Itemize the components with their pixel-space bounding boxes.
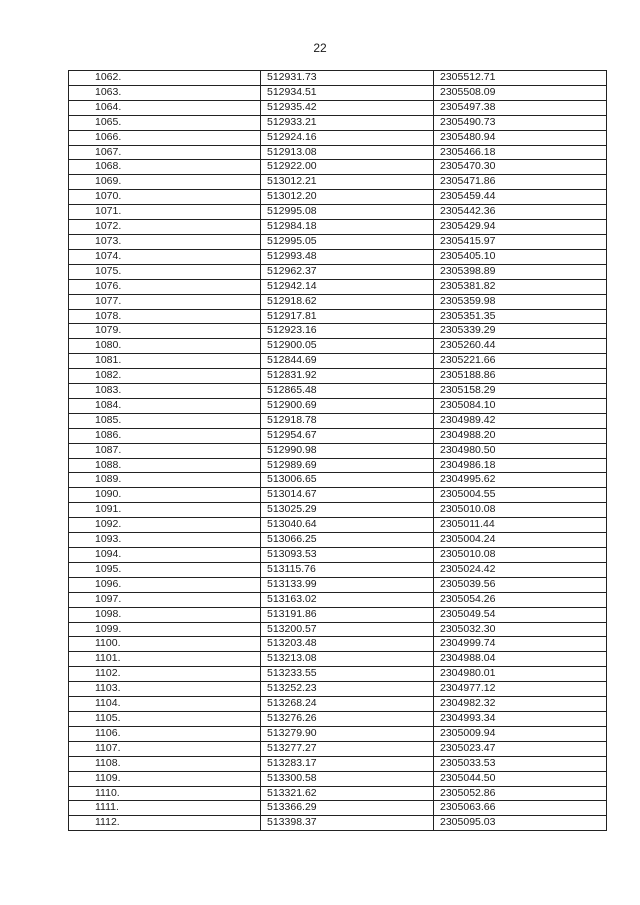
y-coordinate-cell: 2305010.08 <box>434 548 607 563</box>
table-row <box>69 786 607 801</box>
point-number-cell: 1111. <box>69 801 261 816</box>
point-number-cell: 1077. <box>69 294 261 309</box>
y-coordinate-cell: 2305351.35 <box>434 309 607 324</box>
table-row <box>69 711 607 726</box>
table-row <box>69 354 607 369</box>
x-coordinate-cell: 513252.23 <box>261 682 434 697</box>
y-coordinate-cell: 2305260.44 <box>434 339 607 354</box>
x-coordinate-cell: 512900.05 <box>261 339 434 354</box>
point-number-cell: 1101. <box>69 652 261 667</box>
x-coordinate-cell: 512984.18 <box>261 220 434 235</box>
x-coordinate-cell: 512962.37 <box>261 264 434 279</box>
y-coordinate-cell: 2305009.94 <box>434 726 607 741</box>
x-coordinate-cell: 513366.29 <box>261 801 434 816</box>
table-row <box>69 115 607 130</box>
point-number-cell: 1073. <box>69 234 261 249</box>
table-row <box>69 607 607 622</box>
x-coordinate-cell: 512934.51 <box>261 85 434 100</box>
point-number-cell: 1089. <box>69 473 261 488</box>
table-row <box>69 577 607 592</box>
point-number-cell: 1105. <box>69 711 261 726</box>
table-row <box>69 756 607 771</box>
x-coordinate-cell: 513321.62 <box>261 786 434 801</box>
y-coordinate-cell: 2304977.12 <box>434 682 607 697</box>
point-number-cell: 1099. <box>69 622 261 637</box>
point-number-cell: 1079. <box>69 324 261 339</box>
point-number-cell: 1097. <box>69 592 261 607</box>
x-coordinate-cell: 513200.57 <box>261 622 434 637</box>
point-number-cell: 1082. <box>69 369 261 384</box>
table-row <box>69 398 607 413</box>
y-coordinate-cell: 2305032.30 <box>434 622 607 637</box>
point-number-cell: 1090. <box>69 488 261 503</box>
table-row <box>69 801 607 816</box>
y-coordinate-cell: 2305429.94 <box>434 220 607 235</box>
table-row <box>69 741 607 756</box>
y-coordinate-cell: 2304986.18 <box>434 458 607 473</box>
table-row <box>69 503 607 518</box>
x-coordinate-cell: 513268.24 <box>261 697 434 712</box>
y-coordinate-cell: 2305004.24 <box>434 533 607 548</box>
y-coordinate-cell: 2305405.10 <box>434 249 607 264</box>
x-coordinate-cell: 512995.08 <box>261 205 434 220</box>
table-row <box>69 652 607 667</box>
point-number-cell: 1078. <box>69 309 261 324</box>
x-coordinate-cell: 512995.05 <box>261 234 434 249</box>
y-coordinate-cell: 2305004.55 <box>434 488 607 503</box>
point-number-cell: 1065. <box>69 115 261 130</box>
point-number-cell: 1091. <box>69 503 261 518</box>
point-number-cell: 1075. <box>69 264 261 279</box>
y-coordinate-cell: 2305049.54 <box>434 607 607 622</box>
y-coordinate-cell: 2304999.74 <box>434 637 607 652</box>
x-coordinate-cell: 512865.48 <box>261 384 434 399</box>
table-row <box>69 205 607 220</box>
x-coordinate-cell: 512922.00 <box>261 160 434 175</box>
y-coordinate-cell: 2305010.08 <box>434 503 607 518</box>
table-row <box>69 548 607 563</box>
table-row <box>69 71 607 86</box>
x-coordinate-cell: 512942.14 <box>261 279 434 294</box>
point-number-cell: 1070. <box>69 190 261 205</box>
coordinates-table <box>68 70 607 831</box>
point-number-cell: 1067. <box>69 145 261 160</box>
x-coordinate-cell: 512924.16 <box>261 130 434 145</box>
point-number-cell: 1062. <box>69 71 261 86</box>
y-coordinate-cell: 2305466.18 <box>434 145 607 160</box>
y-coordinate-cell: 2305471.86 <box>434 175 607 190</box>
x-coordinate-cell: 513191.86 <box>261 607 434 622</box>
x-coordinate-cell: 513012.20 <box>261 190 434 205</box>
table-row <box>69 637 607 652</box>
point-number-cell: 1072. <box>69 220 261 235</box>
point-number-cell: 1102. <box>69 667 261 682</box>
x-coordinate-cell: 513093.53 <box>261 548 434 563</box>
point-number-cell: 1080. <box>69 339 261 354</box>
table-row <box>69 726 607 741</box>
x-coordinate-cell: 512989.69 <box>261 458 434 473</box>
point-number-cell: 1104. <box>69 697 261 712</box>
y-coordinate-cell: 2304988.20 <box>434 428 607 443</box>
page-number: 22 <box>313 41 327 55</box>
point-number-cell: 1076. <box>69 279 261 294</box>
y-coordinate-cell: 2305339.29 <box>434 324 607 339</box>
table-row <box>69 488 607 503</box>
y-coordinate-cell: 2305512.71 <box>434 71 607 86</box>
y-coordinate-cell: 2304993.34 <box>434 711 607 726</box>
x-coordinate-cell: 513277.27 <box>261 741 434 756</box>
point-number-cell: 1100. <box>69 637 261 652</box>
y-coordinate-cell: 2305188.86 <box>434 369 607 384</box>
table-row <box>69 697 607 712</box>
x-coordinate-cell: 513066.25 <box>261 533 434 548</box>
coordinates-table-container <box>68 70 580 831</box>
point-number-cell: 1096. <box>69 577 261 592</box>
y-coordinate-cell: 2305033.53 <box>434 756 607 771</box>
y-coordinate-cell: 2305221.66 <box>434 354 607 369</box>
y-coordinate-cell: 2305095.03 <box>434 816 607 831</box>
table-row <box>69 622 607 637</box>
x-coordinate-cell: 513040.64 <box>261 518 434 533</box>
point-number-cell: 1064. <box>69 100 261 115</box>
y-coordinate-cell: 2305480.94 <box>434 130 607 145</box>
x-coordinate-cell: 512913.08 <box>261 145 434 160</box>
x-coordinate-cell: 512990.98 <box>261 443 434 458</box>
table-row <box>69 771 607 786</box>
y-coordinate-cell: 2305052.86 <box>434 786 607 801</box>
y-coordinate-cell: 2305024.42 <box>434 562 607 577</box>
x-coordinate-cell: 513398.37 <box>261 816 434 831</box>
y-coordinate-cell: 2304980.50 <box>434 443 607 458</box>
x-coordinate-cell: 513133.99 <box>261 577 434 592</box>
table-row <box>69 682 607 697</box>
table-row <box>69 384 607 399</box>
x-coordinate-cell: 513014.67 <box>261 488 434 503</box>
x-coordinate-cell: 512900.69 <box>261 398 434 413</box>
x-coordinate-cell: 513279.90 <box>261 726 434 741</box>
table-row <box>69 458 607 473</box>
y-coordinate-cell: 2305381.82 <box>434 279 607 294</box>
x-coordinate-cell: 513203.48 <box>261 637 434 652</box>
point-number-cell: 1074. <box>69 249 261 264</box>
x-coordinate-cell: 512933.21 <box>261 115 434 130</box>
y-coordinate-cell: 2305084.10 <box>434 398 607 413</box>
point-number-cell: 1071. <box>69 205 261 220</box>
point-number-cell: 1095. <box>69 562 261 577</box>
point-number-cell: 1066. <box>69 130 261 145</box>
table-row <box>69 220 607 235</box>
y-coordinate-cell: 2305063.66 <box>434 801 607 816</box>
table-row <box>69 324 607 339</box>
y-coordinate-cell: 2305497.38 <box>434 100 607 115</box>
y-coordinate-cell: 2305044.50 <box>434 771 607 786</box>
table-row <box>69 339 607 354</box>
point-number-cell: 1068. <box>69 160 261 175</box>
y-coordinate-cell: 2305415.97 <box>434 234 607 249</box>
y-coordinate-cell: 2305442.36 <box>434 205 607 220</box>
table-row <box>69 130 607 145</box>
table-row <box>69 85 607 100</box>
table-row <box>69 413 607 428</box>
table-row <box>69 816 607 831</box>
y-coordinate-cell: 2304982.32 <box>434 697 607 712</box>
point-number-cell: 1088. <box>69 458 261 473</box>
x-coordinate-cell: 513025.29 <box>261 503 434 518</box>
table-row <box>69 279 607 294</box>
x-coordinate-cell: 513006.65 <box>261 473 434 488</box>
y-coordinate-cell: 2305459.44 <box>434 190 607 205</box>
point-number-cell: 1087. <box>69 443 261 458</box>
table-row <box>69 473 607 488</box>
y-coordinate-cell: 2305359.98 <box>434 294 607 309</box>
table-row <box>69 160 607 175</box>
table-row <box>69 264 607 279</box>
y-coordinate-cell: 2305054.26 <box>434 592 607 607</box>
point-number-cell: 1063. <box>69 85 261 100</box>
y-coordinate-cell: 2305470.30 <box>434 160 607 175</box>
point-number-cell: 1094. <box>69 548 261 563</box>
y-coordinate-cell: 2305023.47 <box>434 741 607 756</box>
point-number-cell: 1081. <box>69 354 261 369</box>
y-coordinate-cell: 2305508.09 <box>434 85 607 100</box>
point-number-cell: 1108. <box>69 756 261 771</box>
point-number-cell: 1110. <box>69 786 261 801</box>
table-row <box>69 190 607 205</box>
table-row <box>69 309 607 324</box>
x-coordinate-cell: 513163.02 <box>261 592 434 607</box>
table-row <box>69 443 607 458</box>
x-coordinate-cell: 512923.16 <box>261 324 434 339</box>
table-row <box>69 294 607 309</box>
table-row <box>69 562 607 577</box>
table-row <box>69 369 607 384</box>
point-number-cell: 1083. <box>69 384 261 399</box>
x-coordinate-cell: 513012.21 <box>261 175 434 190</box>
y-coordinate-cell: 2304989.42 <box>434 413 607 428</box>
table-row <box>69 175 607 190</box>
x-coordinate-cell: 512954.67 <box>261 428 434 443</box>
table-row <box>69 145 607 160</box>
x-coordinate-cell: 512935.42 <box>261 100 434 115</box>
point-number-cell: 1085. <box>69 413 261 428</box>
point-number-cell: 1093. <box>69 533 261 548</box>
x-coordinate-cell: 512917.81 <box>261 309 434 324</box>
table-row <box>69 533 607 548</box>
point-number-cell: 1098. <box>69 607 261 622</box>
x-coordinate-cell: 513233.55 <box>261 667 434 682</box>
table-row <box>69 428 607 443</box>
table-row <box>69 100 607 115</box>
y-coordinate-cell: 2304988.04 <box>434 652 607 667</box>
y-coordinate-cell: 2305490.73 <box>434 115 607 130</box>
x-coordinate-cell: 513283.17 <box>261 756 434 771</box>
point-number-cell: 1084. <box>69 398 261 413</box>
x-coordinate-cell: 512844.69 <box>261 354 434 369</box>
point-number-cell: 1092. <box>69 518 261 533</box>
point-number-cell: 1103. <box>69 682 261 697</box>
x-coordinate-cell: 513276.26 <box>261 711 434 726</box>
x-coordinate-cell: 512931.73 <box>261 71 434 86</box>
x-coordinate-cell: 513213.08 <box>261 652 434 667</box>
y-coordinate-cell: 2304995.62 <box>434 473 607 488</box>
x-coordinate-cell: 512831.92 <box>261 369 434 384</box>
table-row <box>69 592 607 607</box>
x-coordinate-cell: 512993.48 <box>261 249 434 264</box>
point-number-cell: 1086. <box>69 428 261 443</box>
point-number-cell: 1069. <box>69 175 261 190</box>
y-coordinate-cell: 2305011.44 <box>434 518 607 533</box>
x-coordinate-cell: 512918.62 <box>261 294 434 309</box>
table-row <box>69 518 607 533</box>
coordinates-table-body <box>69 71 607 831</box>
y-coordinate-cell: 2305398.89 <box>434 264 607 279</box>
y-coordinate-cell: 2305039.56 <box>434 577 607 592</box>
point-number-cell: 1107. <box>69 741 261 756</box>
table-row <box>69 234 607 249</box>
x-coordinate-cell: 512918.78 <box>261 413 434 428</box>
x-coordinate-cell: 513115.76 <box>261 562 434 577</box>
y-coordinate-cell: 2304980.01 <box>434 667 607 682</box>
table-row <box>69 667 607 682</box>
x-coordinate-cell: 513300.58 <box>261 771 434 786</box>
point-number-cell: 1109. <box>69 771 261 786</box>
point-number-cell: 1106. <box>69 726 261 741</box>
table-row <box>69 249 607 264</box>
point-number-cell: 1112. <box>69 816 261 831</box>
y-coordinate-cell: 2305158.29 <box>434 384 607 399</box>
